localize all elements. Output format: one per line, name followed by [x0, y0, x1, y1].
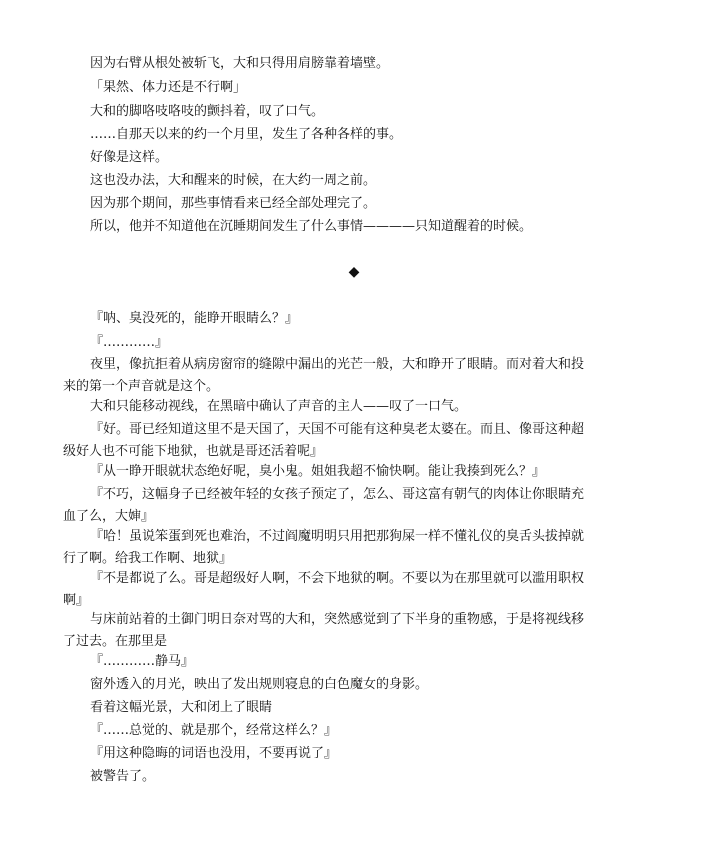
paragraph: ……自那天以来的约一个月里，发生了各种各样的事。 — [90, 127, 403, 142]
paragraph: 大和只能移动视线，在黑暗中确认了声音的主人——叹了一口气。 — [90, 399, 468, 414]
paragraph: 大和的脚咯吱咯吱的颤抖着，叹了口气。 — [90, 104, 325, 119]
paragraph: 与床前站着的土御门明日奈对骂的大和，突然感觉到了下半身的重物感，于是将视线移了过去。在那里是 — [63, 612, 585, 649]
paragraph: 『呐、臭没死的，能睁开眼睛么？』 — [90, 311, 299, 326]
paragraph: 好像是这样。 — [90, 150, 169, 165]
section-separator: ◆ — [348, 264, 360, 280]
paragraph: 看着这幅光景，大和闭上了眼睛 — [90, 700, 273, 715]
paragraph: 因为那个期间，那些事情看来已经全部处理完了。 — [90, 196, 377, 211]
paragraph: 窗外透入的月光，映出了发出规则寝息的白色魔女的身影。 — [90, 677, 429, 692]
paragraph: 『用这种隐晦的词语也没用，不要再说了』 — [90, 746, 338, 761]
paragraph: 『……总觉的、就是那个，经常这样么？』 — [90, 723, 338, 738]
paragraph: 『哈！虽说笨蛋到死也难治，不过阎魔明明只用把那狗屎一样不懂礼仪的臭舌头拔掉就行了啊。给我工作啊、地狱』 — [63, 529, 585, 566]
paragraph: 所以，他并不知道他在沉睡期间发生了什么事情————只知道醒着的时候。 — [90, 219, 533, 234]
paragraph: 『…………』 — [90, 335, 169, 350]
paragraph: 『不是都说了么。哥是超级好人啊，不会下地狱的啊。不要以为在那里就可以滥用职权啊』 — [63, 571, 585, 608]
paragraph: 『…………静马』 — [90, 654, 195, 669]
paragraph: 「果然、体力还是不行啊」 — [90, 80, 247, 95]
paragraph: 『好。哥已经知道这里不是天国了，天国不可能有这种臭老太婆在。而且、像哥这种超级好人也不可能下地狱，也就是哥还活着呢』 — [63, 422, 585, 459]
paragraph: 『从一睁开眼就状态绝好呢，臭小鬼。姐姐我超不愉快啊。能让我揍到死么？』 — [90, 464, 546, 479]
paragraph: 因为右臂从根处被斩飞，大和只得用肩膀靠着墙壁。 — [90, 56, 390, 71]
paragraph: 夜里，像抗拒着从病房窗帘的缝隙中漏出的光芒一般，大和睁开了眼睛。而对着大和投来的第一个声音就是这个。 — [63, 357, 585, 394]
paragraph: 这也没办法，大和醒来的时候，在大约一周之前。 — [90, 173, 377, 188]
paragraph: 被警告了。 — [90, 769, 156, 784]
paragraph: 『不巧，这幅身子已经被年轻的女孩子预定了，怎么、哥这富有朝气的肉体让你眼睛充血了么，大婶』 — [63, 487, 585, 524]
